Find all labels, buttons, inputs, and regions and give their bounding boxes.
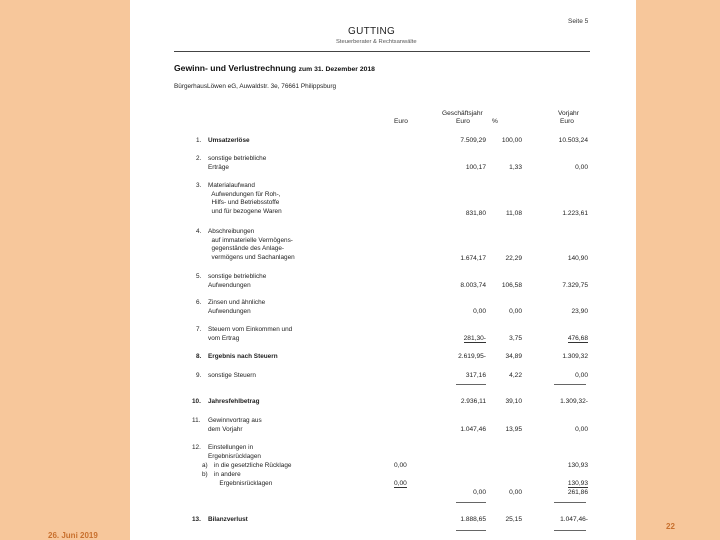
row-index: 1. <box>196 137 202 144</box>
row-label: sonstige betriebliche Erträge <box>208 155 267 171</box>
subtotal-rule-prior-2 <box>554 502 586 503</box>
row-current: 100,17 <box>465 164 486 171</box>
row-prior: 476,68 <box>567 335 588 342</box>
row-prior: 140,90 <box>567 255 588 262</box>
row-current: 0,00 <box>473 308 486 315</box>
row-current: 2.936,11 <box>460 398 486 405</box>
col-prior-head: Vorjahr <box>558 110 579 117</box>
page-number: Seite 5 <box>568 18 589 25</box>
statement-period: zum 31. Dezember 2018 <box>298 66 375 73</box>
row-label: Steuern vom Einkommen und vom Ertrag <box>208 326 293 342</box>
row-label: sonstige Steuern <box>208 372 256 379</box>
row-current: 7.509,29 <box>460 137 486 144</box>
row-prior: 0,00 <box>575 164 588 171</box>
row-prior: 0,00 <box>575 372 588 379</box>
row-prior: 23,90 <box>571 308 588 315</box>
row-label: Einstellungen in Ergebnisrücklagen <box>208 444 261 460</box>
col-current-head: Geschäftsjahr <box>442 110 483 117</box>
row-current: 1.888,65 <box>460 516 486 523</box>
statement-title <box>174 63 375 73</box>
row-label: Ergebnis nach Steuern <box>208 353 278 360</box>
row-percent: 106,58 <box>501 282 522 289</box>
row-current: 831,80 <box>465 210 486 217</box>
subtotal-rule-current-2 <box>456 502 486 503</box>
row-index: 9. <box>196 372 202 379</box>
row-index: 2. <box>196 155 202 162</box>
row-index: 4. <box>196 228 202 235</box>
row-index: 3. <box>196 182 202 189</box>
subrow-label: in andere Ergebnisrücklagen <box>214 471 273 487</box>
slide-date: 26. Juni 2019 <box>48 531 98 540</box>
row-index: 5. <box>196 273 202 280</box>
subrow-index: a) <box>202 462 208 469</box>
row-prior: 1.309,32- <box>560 398 588 405</box>
row-percent: 22,29 <box>505 255 522 262</box>
row-current: 8.003,74 <box>460 282 486 289</box>
row-current: 1.674,17 <box>460 255 486 262</box>
subrow-prior: 130,93 <box>567 480 588 487</box>
row-current: 317,16 <box>465 372 486 379</box>
row-index: 6. <box>196 299 202 306</box>
firm-name: GUTTING <box>348 26 396 37</box>
subrow-euro: 0,00 <box>394 480 407 487</box>
row-label: Zinsen und ähnliche Aufwendungen <box>208 299 266 315</box>
subtotal-rule-current <box>456 384 486 385</box>
document-page <box>130 0 636 540</box>
row-label: Umsatzerlöse <box>208 137 250 144</box>
header-divider <box>174 51 590 52</box>
row-label: Jahresfehlbetrag <box>208 398 260 405</box>
row-label: Abschreibungen auf immaterielle Vermögens- gegenstände des Anlage- vermögens und Sachanlagen <box>208 228 295 261</box>
row-prior: 1.309,32 <box>562 353 588 360</box>
row-index: 11. <box>192 417 201 424</box>
row-index: 8. <box>196 353 202 360</box>
col-current-unit: Euro <box>456 118 470 125</box>
row-percent: 25,15 <box>505 516 522 523</box>
final-rule-prior <box>554 530 586 531</box>
row-index: 13. <box>192 516 201 523</box>
row-label: sonstige betriebliche Aufwendungen <box>208 273 267 289</box>
subtotal-rule-prior <box>554 384 586 385</box>
row-percent: 0,00 <box>509 308 522 315</box>
company-line: BürgerhausLöwen eG, Auwaldstr. 3e, 76661 Philippsburg <box>174 83 337 90</box>
row-prior: 261,86 <box>567 489 588 496</box>
subrow-euro: 0,00 <box>394 462 407 469</box>
statement-title-text: Gewinn- und Verlustrechnung <box>174 63 297 73</box>
row-index: 7. <box>196 326 202 333</box>
row-percent: 13,95 <box>505 426 522 433</box>
row-prior: 7.329,75 <box>562 282 588 289</box>
slide-number: 22 <box>666 522 675 531</box>
row-prior: 10.503,24 <box>558 137 588 144</box>
row-label: Bilanzverlust <box>208 516 248 523</box>
row-percent: 34,89 <box>505 353 522 360</box>
row-percent: 11,08 <box>505 210 522 217</box>
row-percent: 0,00 <box>509 489 522 496</box>
col-percent: % <box>492 118 498 125</box>
row-index: 10. <box>192 398 201 405</box>
subrow-prior: 130,93 <box>567 462 588 469</box>
row-percent: 100,00 <box>501 137 522 144</box>
row-current: 2.619,95- <box>458 353 486 360</box>
col-euro: Euro <box>394 118 408 125</box>
row-current: 1.047,46 <box>460 426 486 433</box>
firm-subtitle: Steuerberater & Rechtsanwälte <box>336 39 417 45</box>
row-prior: 1.047,46- <box>560 516 588 523</box>
row-current: 281,30- <box>463 335 486 342</box>
subrow-index: b) <box>202 471 208 478</box>
row-percent: 4,22 <box>509 372 522 379</box>
row-label: Materialaufwand Aufwendungen für Roh-, Hilfs- und Betriebsstoffe und für bezogene Waren <box>208 182 282 215</box>
row-percent: 1,33 <box>509 164 522 171</box>
final-rule-current <box>456 530 486 531</box>
row-prior: 0,00 <box>575 426 588 433</box>
row-percent: 39,10 <box>505 398 522 405</box>
row-index: 12. <box>192 444 201 451</box>
col-prior-unit: Euro <box>560 118 574 125</box>
row-percent: 3,75 <box>509 335 522 342</box>
row-prior: 1.223,61 <box>562 210 588 217</box>
row-label: Gewinnvortrag aus dem Vorjahr <box>208 417 262 433</box>
subrow-label: in die gesetzliche Rücklage <box>214 462 292 469</box>
row-current: 0,00 <box>473 489 486 496</box>
